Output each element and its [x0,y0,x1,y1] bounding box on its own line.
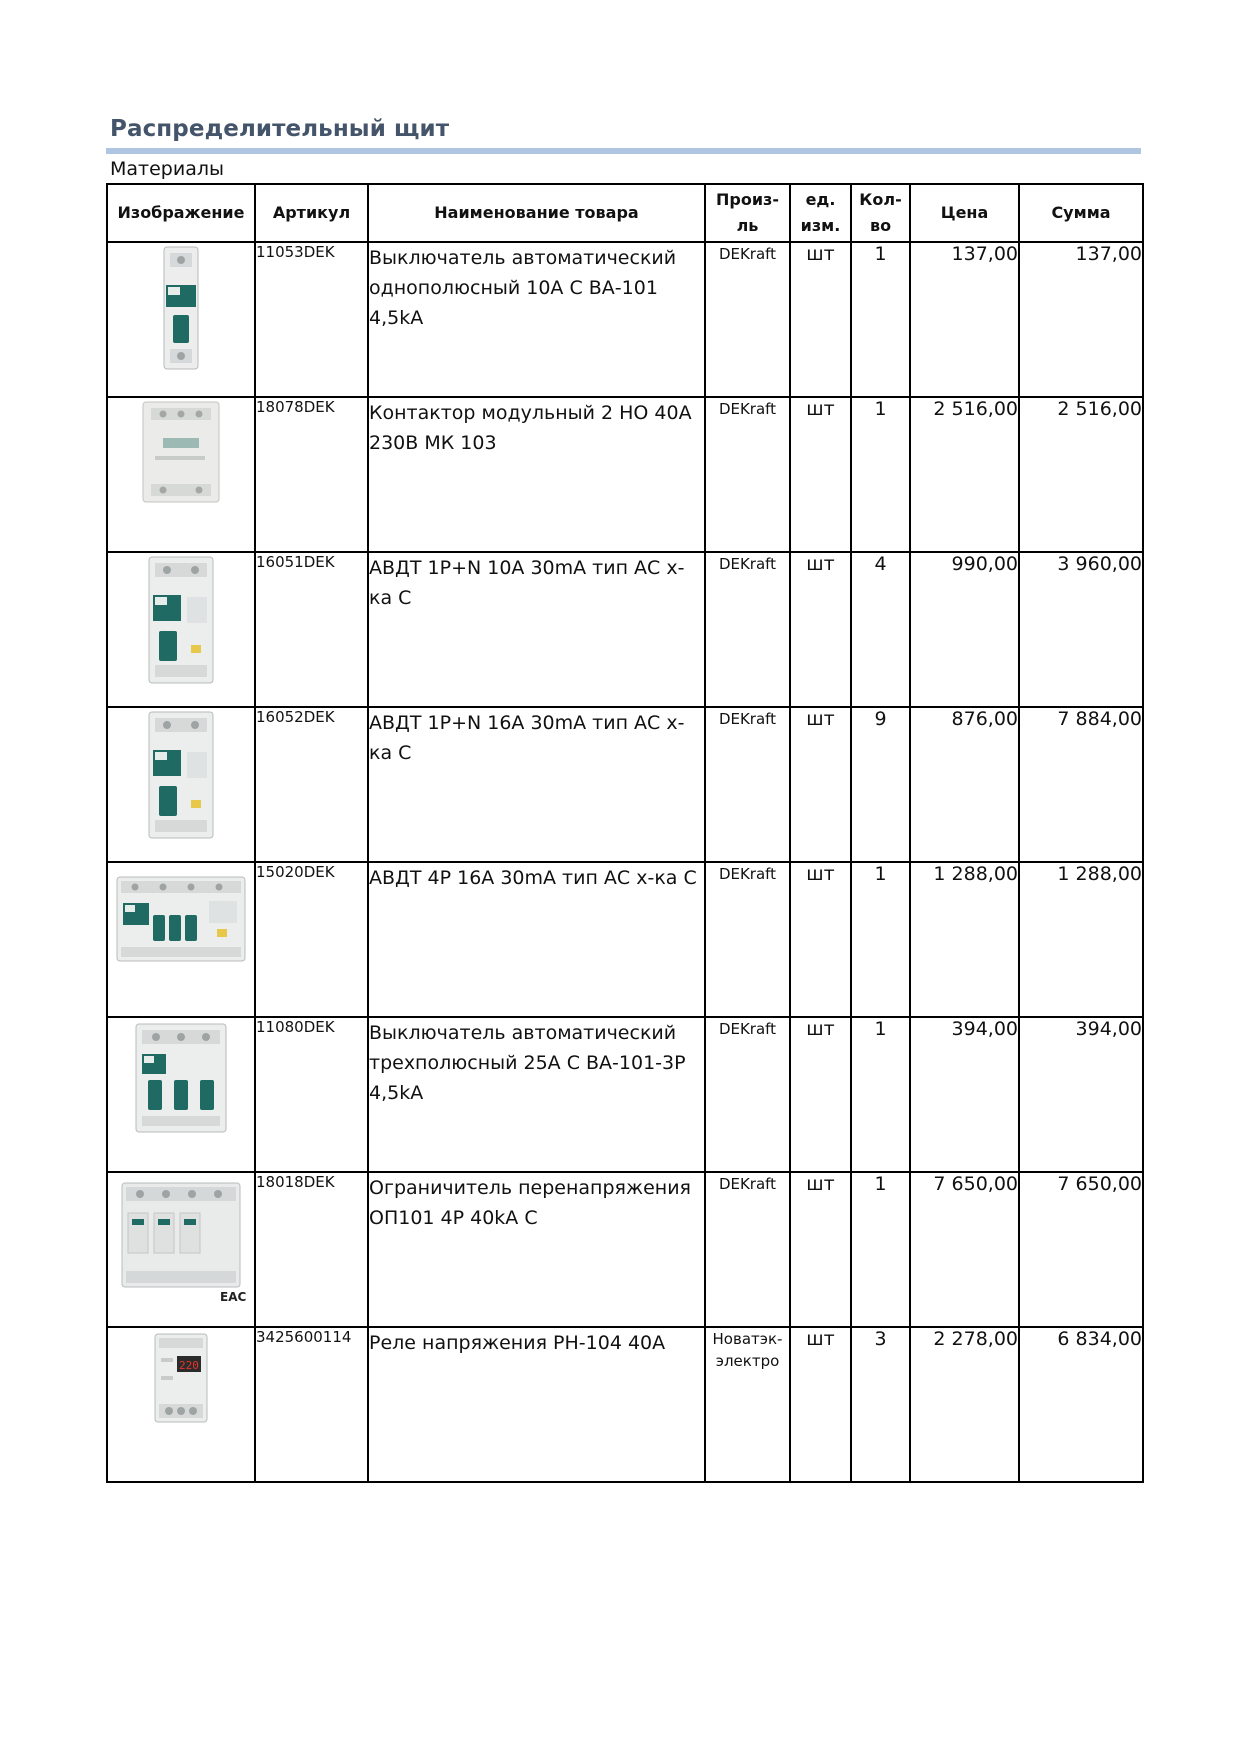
table-row [107,1327,1143,1482]
header-manufacturer [705,184,790,242]
header-name: Наименование товара [368,184,705,242]
price-cell: 2 278,00 [910,1327,1019,1482]
table-row [107,552,1143,707]
product-image-cell [107,1327,255,1482]
manufacturer-cell: DEKraft [705,397,790,552]
sku-cell: 3425600114 [255,1327,368,1482]
unit-cell: шт [790,1172,851,1327]
product-name-cell: АВДТ 1P+N 10А 30mA тип АС х-ка С [368,552,705,707]
price-cell: 990,00 [910,552,1019,707]
manufacturer-cell: DEKraft [705,707,790,862]
sum-cell: 7 884,00 [1019,707,1143,862]
header-unit-line2: изм. [800,216,841,235]
rcbo-4p-icon [113,863,249,973]
sum-cell: 3 960,00 [1019,552,1143,707]
unit-cell: шт [790,242,851,397]
product-image-cell [107,1172,255,1327]
header-qty-line2: во [869,216,892,235]
header-qty-line1: Кол- [859,190,902,209]
sum-cell: 6 834,00 [1019,1327,1143,1482]
unit-cell: шт [790,862,851,1017]
product-name-cell: Выключатель автоматический однополюсный 10А С ВА-101 4,5kA [368,242,705,397]
header-qty [851,184,910,242]
sku-cell: 18078DEK [255,397,368,552]
table-row [107,397,1143,552]
product-image-cell [107,862,255,1017]
product-image-cell [107,1017,255,1172]
manufacturer-cell: DEKraft [705,552,790,707]
product-image-cell [107,242,255,397]
table-header-row [107,184,1143,242]
price-cell: 394,00 [910,1017,1019,1172]
product-name-cell: АВДТ 4P 16А 30mA тип АС х-ка С [368,862,705,1017]
header-sku: Артикул [255,184,368,242]
manufacturer-cell: Новатэк-электро [705,1327,790,1482]
contactor-icon [133,398,229,508]
product-name-cell: АВДТ 1P+N 16А 30mA тип АС х-ка С [368,707,705,862]
price-cell: 1 288,00 [910,862,1019,1017]
sku-cell: 11080DEK [255,1017,368,1172]
unit-cell: шт [790,707,851,862]
qty-cell: 3 [851,1327,910,1482]
manufacturer-cell: DEKraft [705,242,790,397]
product-image-cell [107,397,255,552]
manufacturer-cell: DEKraft [705,1017,790,1172]
unit-cell: шт [790,552,851,707]
price-cell: 137,00 [910,242,1019,397]
qty-cell: 1 [851,862,910,1017]
sum-cell: 1 288,00 [1019,862,1143,1017]
table-row [107,1172,1143,1327]
svg-text:EAC: EAC [220,1290,246,1304]
product-name-cell: Контактор модульный 2 НО 40А 230В МК 103 [368,397,705,552]
header-image: Изображение [107,184,255,242]
breaker-3p-icon [128,1018,234,1138]
table-row [107,1017,1143,1172]
sum-cell: 2 516,00 [1019,397,1143,552]
breaker-1p-icon [146,243,216,373]
title-underline [106,148,1141,154]
product-image-cell [107,552,255,707]
sku-cell: 16052DEK [255,707,368,862]
materials-table [106,183,1144,1483]
sku-cell: 18018DEK [255,1172,368,1327]
qty-cell: 1 [851,1172,910,1327]
unit-cell: шт [790,1327,851,1482]
surge-arrester-icon [116,1173,246,1307]
section-subtitle: Материалы [110,158,224,180]
qty-cell: 9 [851,707,910,862]
unit-cell: шт [790,1017,851,1172]
table-row [107,242,1143,397]
sku-cell: 11053DEK [255,242,368,397]
price-cell: 2 516,00 [910,397,1019,552]
product-name-cell: Ограничитель перенапряжения ОП101 4Р 40kA С [368,1172,705,1327]
header-unit [790,184,851,242]
table-row [107,862,1143,1017]
sum-cell: 394,00 [1019,1017,1143,1172]
page-title: Распределительный щит [110,116,450,142]
manufacturer-cell: DEKraft [705,862,790,1017]
qty-cell: 1 [851,242,910,397]
sum-cell: 137,00 [1019,242,1143,397]
price-cell: 876,00 [910,707,1019,862]
rcbo-2module-icon [133,553,229,687]
header-manufacturer-line2: ль [736,216,759,235]
svg-text:220: 220 [179,1359,199,1372]
header-unit-line1: ед. [805,190,836,209]
sku-cell: 16051DEK [255,552,368,707]
manufacturer-cell: DEKraft [705,1172,790,1327]
rcbo-2module-icon [133,708,229,842]
qty-cell: 4 [851,552,910,707]
sum-cell: 7 650,00 [1019,1172,1143,1327]
sku-cell: 15020DEK [255,862,368,1017]
header-manufacturer-line1: Произ- [716,190,779,209]
product-name-cell: Выключатель автоматический трехполюсный 25А С ВА-101-3Р 4,5kA [368,1017,705,1172]
qty-cell: 1 [851,1017,910,1172]
unit-cell: шт [790,397,851,552]
product-image-cell [107,707,255,862]
header-price: Цена [910,184,1019,242]
table-row [107,707,1143,862]
header-sum: Сумма [1019,184,1143,242]
product-name-cell: Реле напряжения РН-104 40А [368,1327,705,1482]
price-cell: 7 650,00 [910,1172,1019,1327]
voltage-relay-icon [141,1328,221,1428]
qty-cell: 1 [851,397,910,552]
